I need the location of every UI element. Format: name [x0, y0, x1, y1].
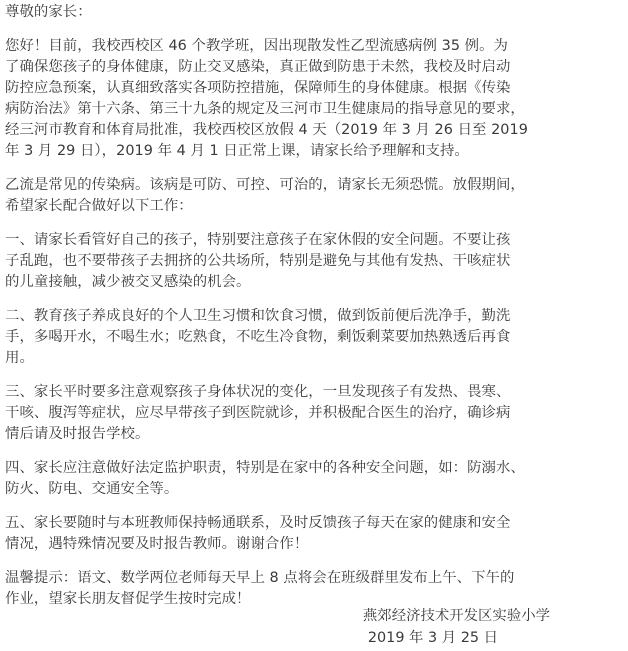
reminder-line-2: 作业，望家长朋友督促学生按时完成！ [5, 591, 251, 607]
item1-line-3: 的儿童接触，减少被交叉感染的机会。 [5, 274, 251, 290]
intro-line-2: 了确保您孩子的身体健康，防止交叉感染，真正做到防患于未然，我校及时启动 [5, 59, 511, 75]
intro-line-5: 经三河市教育和体育局批准，我校西校区放假 4 天（2019 年 3 月 26 日至 2019 [5, 122, 528, 138]
salutation: 尊敬的家长： [5, 4, 92, 20]
school-signature: 燕郊经济技术开发区实验小学 [362, 608, 550, 624]
item5-line-1: 五、家长要随时与本班教师保持畅通联系，及时反馈孩子每天在家的健康和安全 [5, 515, 511, 531]
item2-line-2: 手，多喝开水，不喝生水；吃熟食，不吃生冷食物，剩饭剩菜要加热熟透后再食 [5, 329, 511, 345]
flu-note-line-1: 乙流是常见的传染病。该病是可防、可控、可治的，请家长无须恐慌。放假期间， [5, 177, 525, 193]
intro-line-1: 您好！目前，我校西校区 46 个教学班，因出现散发性乙型流感病例 35 例。为 [5, 38, 508, 54]
intro-line-3: 防控应急预案，认真细致落实各项防控措施，保障师生的身体健康。根据《传染 [5, 80, 511, 96]
item2-line-3: 用。 [5, 350, 34, 366]
item2-line-1: 二、教育孩子养成良好的个人卫生习惯和饮食习惯，做到饭前便后洗净手，勤洗 [5, 308, 511, 324]
intro-line-6: 年 3 月 29 日），2019 年 4 月 1 日正常上课，请家长给予理解和支持。 [5, 143, 469, 159]
item4-line-2: 防火、防电、交通安全等。 [5, 481, 179, 497]
item3-line-3: 情后请及时报告学校。 [5, 426, 150, 442]
item3-line-1: 三、家长平时要多注意观察孩子身体状况的变化，一旦发现孩子有发热、畏寒、 [5, 384, 511, 400]
signature-date: 2019 年 3 月 25 日 [367, 630, 498, 646]
flu-note-line-2: 希望家长配合做好以下工作： [5, 198, 193, 214]
item5-line-2: 情况，遇特殊情况要及时报告教师。谢谢合作！ [5, 536, 309, 552]
item1-line-1: 一、请家长看管好自己的孩子，特别要注意孩子在家休假的安全问题。不要让孩 [5, 232, 511, 248]
intro-line-4: 病防治法》第十六条、第三十九条的规定及三河市卫生健康局的指导意见的要求， [5, 101, 525, 117]
item4-line-1: 四、家长应注意做好法定监护职责，特别是在家中的各种安全问题，如：防溺水、 [5, 460, 525, 476]
reminder-line-1: 温馨提示：语文、数学两位老师每天早上 8 点将会在班级群里发布上午、下午的 [5, 570, 515, 586]
item1-line-2: 子乱跑，也不要带孩子去拥挤的公共场所，特别是避免与其他有发热、干咳症状 [5, 253, 511, 269]
item3-line-2: 干咳、腹泻等症状，应尽早带孩子到医院就诊，并积极配合医生的治疗，确诊病 [5, 405, 511, 421]
